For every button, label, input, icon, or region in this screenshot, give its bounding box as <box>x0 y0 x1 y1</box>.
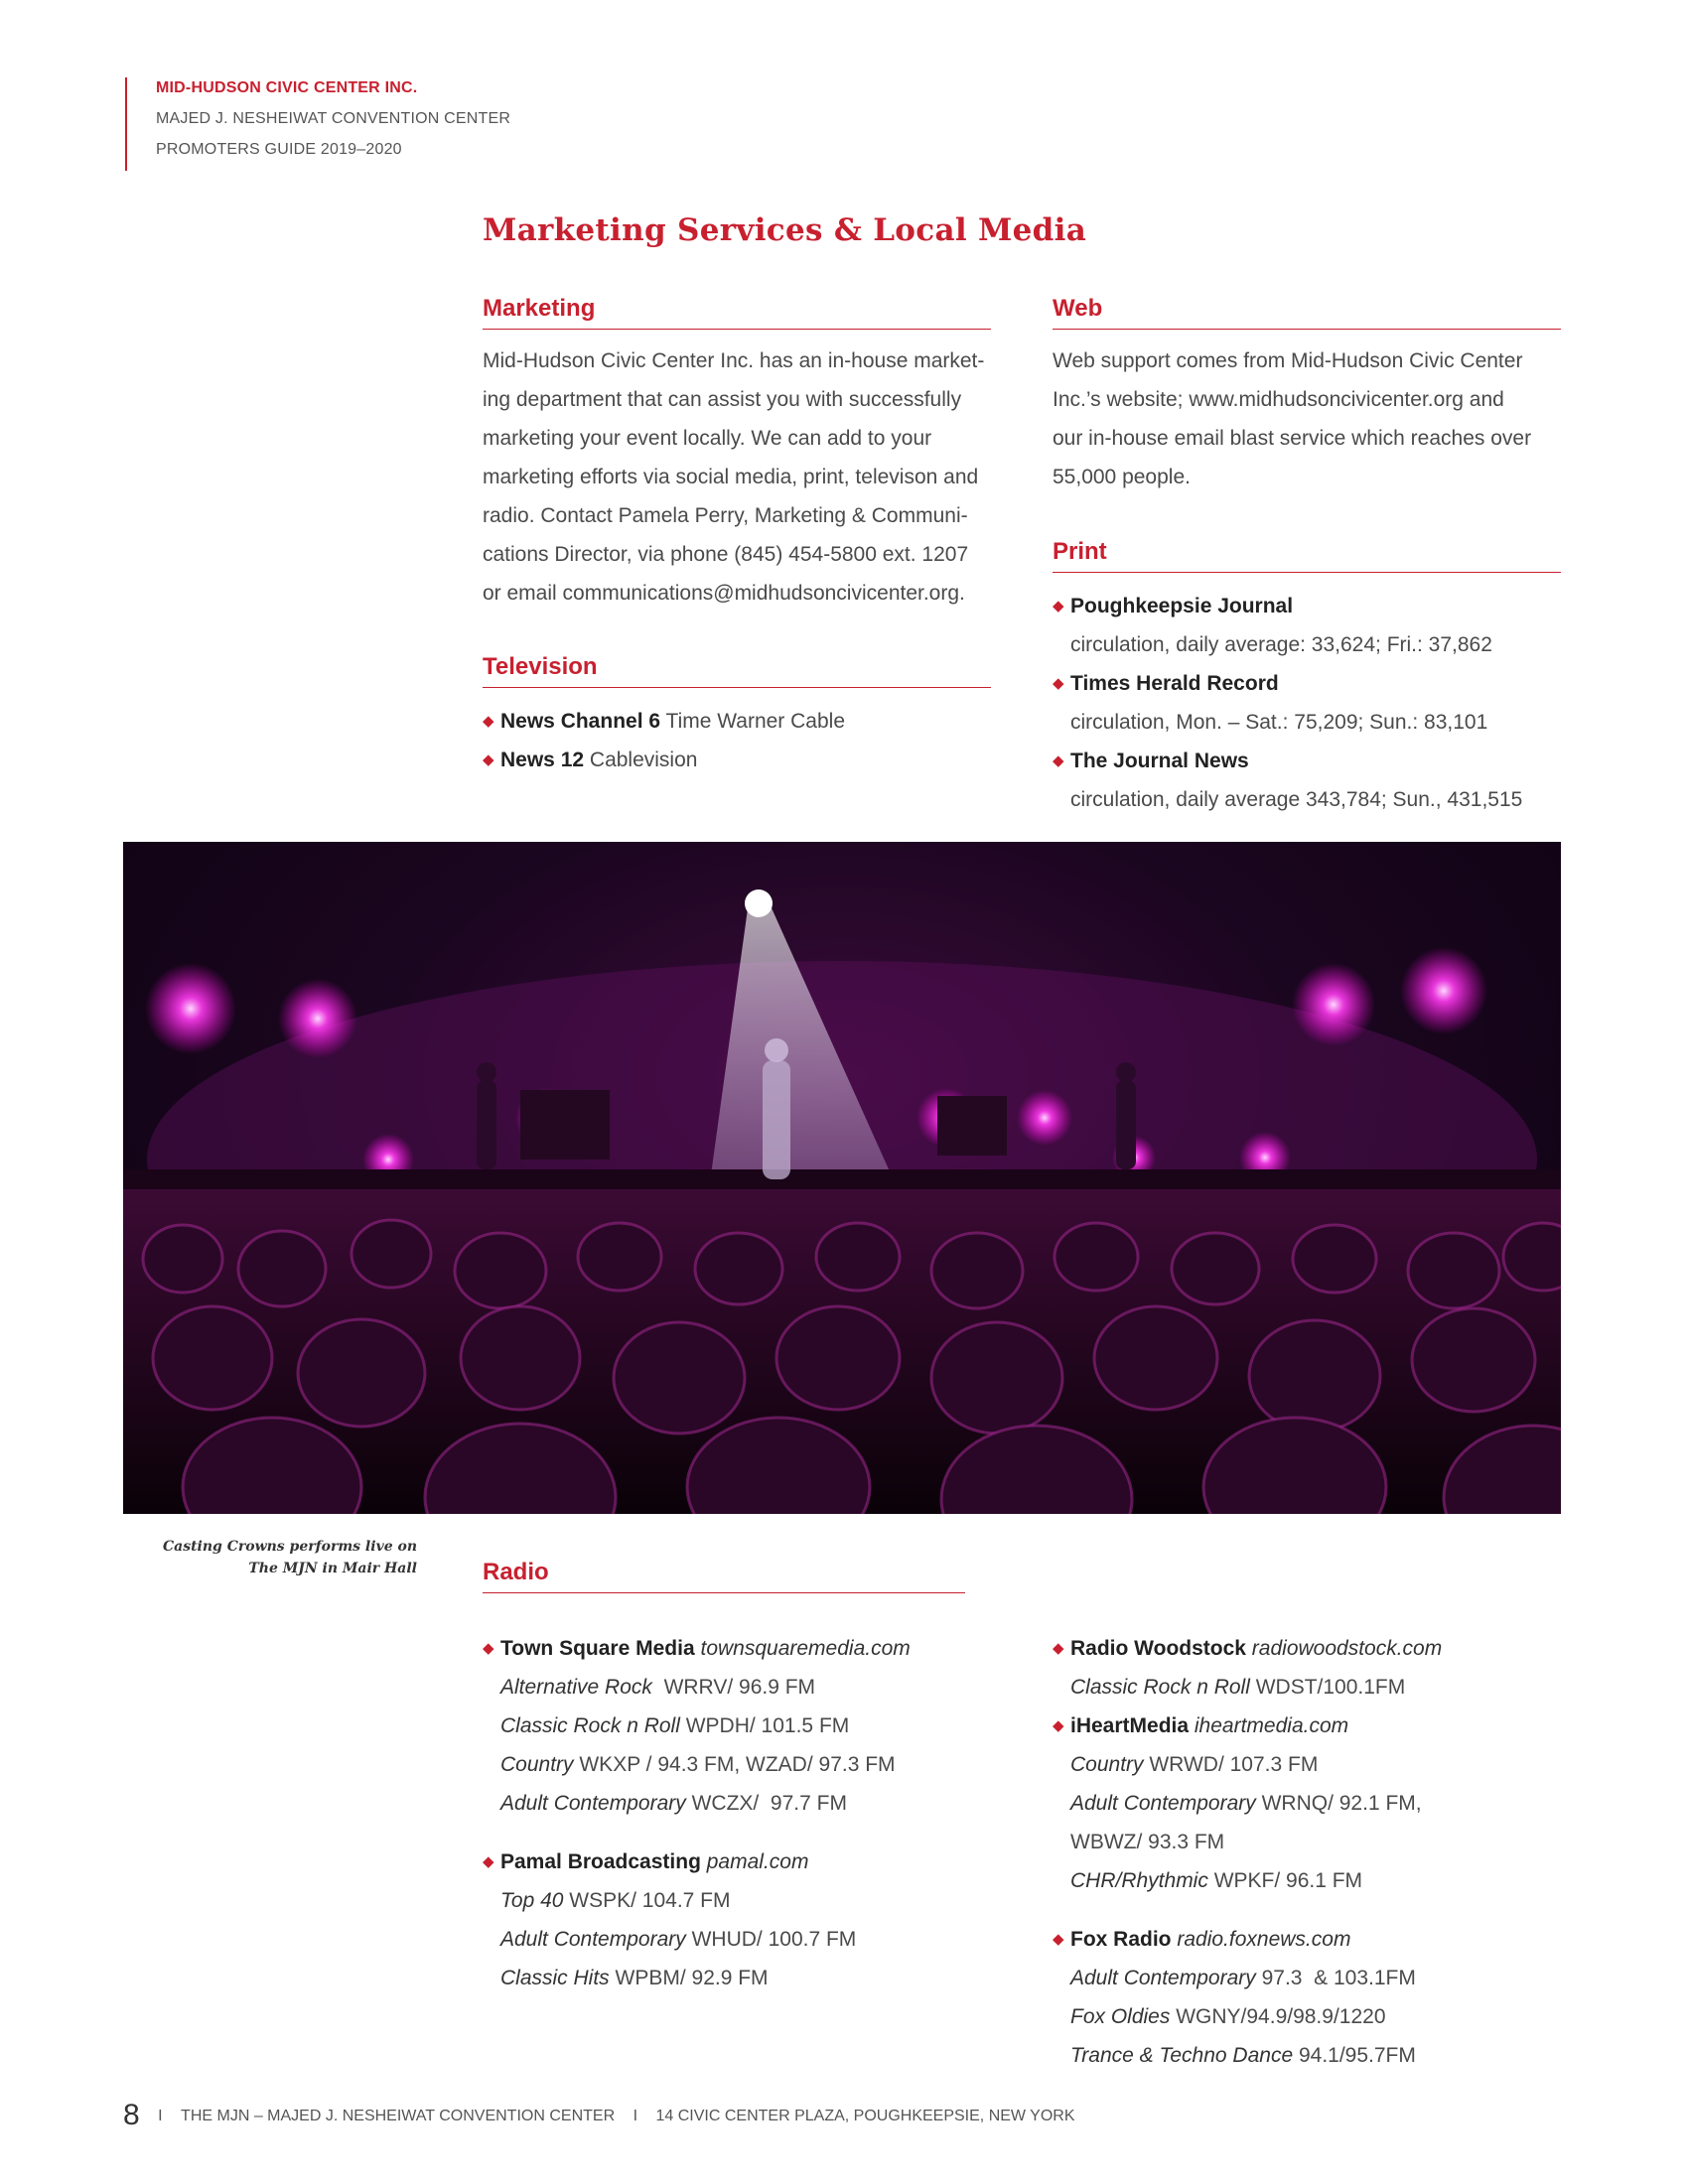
bullet-icon: ◆ <box>1053 1717 1064 1734</box>
web-line: Inc.’s website; www.midhudsoncivicenter.org and <box>1053 388 1504 411</box>
print-list <box>1053 587 1569 819</box>
station-line: Alternative Rock WRRV/ 96.9 FM <box>500 1676 816 1699</box>
photo-caption: Casting Crowns performs live on The MJN in Mair Hall <box>162 1539 417 1576</box>
station-line: Country WKXP / 94.3 FM, WZAD/ 97.3 FM <box>500 1753 896 1776</box>
station-line: Classic Rock n Roll WPDH/ 101.5 FM <box>500 1714 850 1737</box>
station-line: Country WRWD/ 107.3 FM <box>1070 1753 1319 1776</box>
list-item: ◆ Fox Radio radio.foxnews.com <box>1053 1920 1609 1959</box>
marketing-line: Mid-Hudson Civic Center Inc. has an in-house market- <box>483 349 985 372</box>
list-item: ◆ Poughkeepsie Journal <box>1053 587 1569 625</box>
header-accent-bar <box>125 77 127 171</box>
marketing-heading: Marketing <box>483 295 991 330</box>
header-guide: PROMOTERS GUIDE 2019–2020 <box>156 141 402 158</box>
television-heading: Television <box>483 653 991 688</box>
radio-list-right <box>1053 1629 1609 2075</box>
station-line: WBWZ/ 93.3 FM <box>1070 1831 1225 1853</box>
radio-list-left <box>483 1629 1039 1997</box>
header-org: MID-HUDSON CIVIC CENTER INC. <box>156 79 418 96</box>
bullet-icon: ◆ <box>483 751 494 768</box>
bullet-icon: ◆ <box>1053 1640 1064 1657</box>
bullet-icon: ◆ <box>1053 598 1064 614</box>
list-item: ◆ Town Square Media townsquaremedia.com <box>483 1629 1039 1668</box>
bullet-icon: ◆ <box>483 1853 494 1870</box>
radio-heading: Radio <box>483 1559 965 1593</box>
list-item: ◆ News 12 Cablevision <box>483 741 991 779</box>
list-item-detail: circulation, daily average 343,784; Sun., 431,515 <box>1070 788 1523 811</box>
station-line: Adult Contemporary WCZX/ 97.7 FM <box>500 1792 847 1815</box>
list-item-detail: circulation, Mon. – Sat.: 75,209; Sun.: 83,101 <box>1070 711 1488 734</box>
concert-illustration <box>123 842 1561 1514</box>
station-line: Trance & Techno Dance 94.1/95.7FM <box>1070 2044 1416 2067</box>
marketing-line: ing department that can assist you with successfully <box>483 388 962 411</box>
list-item: ◆ News Channel 6 Time Warner Cable <box>483 702 991 741</box>
page-number: 8 <box>123 2099 140 2131</box>
web-line: Web support comes from Mid-Hudson Civic Center <box>1053 349 1523 372</box>
print-heading: Print <box>1053 538 1561 573</box>
marketing-line: marketing your event locally. We can add to your <box>483 427 932 450</box>
bullet-icon: ◆ <box>483 1640 494 1657</box>
marketing-line: or email communications@midhudsoncivicenter.org. <box>483 582 965 605</box>
list-item: ◆ iHeartMedia iheartmedia.com <box>1053 1706 1609 1745</box>
marketing-line: cations Director, via phone (845) 454-5800 ext. 1207 <box>483 543 969 566</box>
list-item-detail: circulation, daily average: 33,624; Fri.: 37,862 <box>1070 633 1492 656</box>
web-line: our in-house email blast service which reaches over <box>1053 427 1532 450</box>
list-item: ◆ Times Herald Record <box>1053 664 1569 703</box>
footer-venue: THE MJN – MAJED J. NESHEIWAT CONVENTION CENTER <box>181 2108 616 2124</box>
header-venue: MAJED J. NESHEIWAT CONVENTION CENTER <box>156 110 511 127</box>
web-heading: Web <box>1053 295 1561 330</box>
list-item: ◆ The Journal News <box>1053 742 1569 780</box>
station-line: Classic Hits WPBM/ 92.9 FM <box>500 1967 769 1989</box>
marketing-line: marketing efforts via social media, print, televison and <box>483 466 979 488</box>
station-line: Adult Contemporary WRNQ/ 92.1 FM, <box>1070 1792 1422 1815</box>
bullet-icon: ◆ <box>1053 752 1064 769</box>
page-footer <box>123 2095 1075 2131</box>
station-line: Classic Rock n Roll WDST/100.1FM <box>1070 1676 1406 1699</box>
station-line: Fox Oldies WGNY/94.9/98.9/1220 <box>1070 2005 1386 2028</box>
bullet-icon: ◆ <box>483 713 494 730</box>
web-text <box>1053 341 1569 496</box>
list-item: ◆ Pamal Broadcasting pamal.com <box>483 1843 1039 1881</box>
marketing-text <box>483 341 999 613</box>
bullet-icon: ◆ <box>1053 1931 1064 1948</box>
footer-address: 14 CIVIC CENTER PLAZA, POUGHKEEPSIE, NEW YORK <box>655 2108 1075 2124</box>
station-line: CHR/Rhythmic WPKF/ 96.1 FM <box>1070 1869 1363 1892</box>
footer-separator: I <box>158 2108 163 2124</box>
station-line: Adult Contemporary WHUD/ 100.7 FM <box>500 1928 857 1951</box>
page-title: Marketing Services & Local Media <box>483 212 1087 248</box>
bullet-icon: ◆ <box>1053 675 1064 692</box>
marketing-line: radio. Contact Pamela Perry, Marketing & Communi- <box>483 504 968 527</box>
station-line: Top 40 WSPK/ 104.7 FM <box>500 1889 731 1912</box>
station-line: Adult Contemporary 97.3 & 103.1FM <box>1070 1967 1416 1989</box>
television-list <box>483 702 991 779</box>
list-item: ◆ Radio Woodstock radiowoodstock.com <box>1053 1629 1609 1668</box>
footer-separator: I <box>633 2108 638 2124</box>
web-line: 55,000 people. <box>1053 466 1191 488</box>
concert-photo <box>123 842 1561 1514</box>
